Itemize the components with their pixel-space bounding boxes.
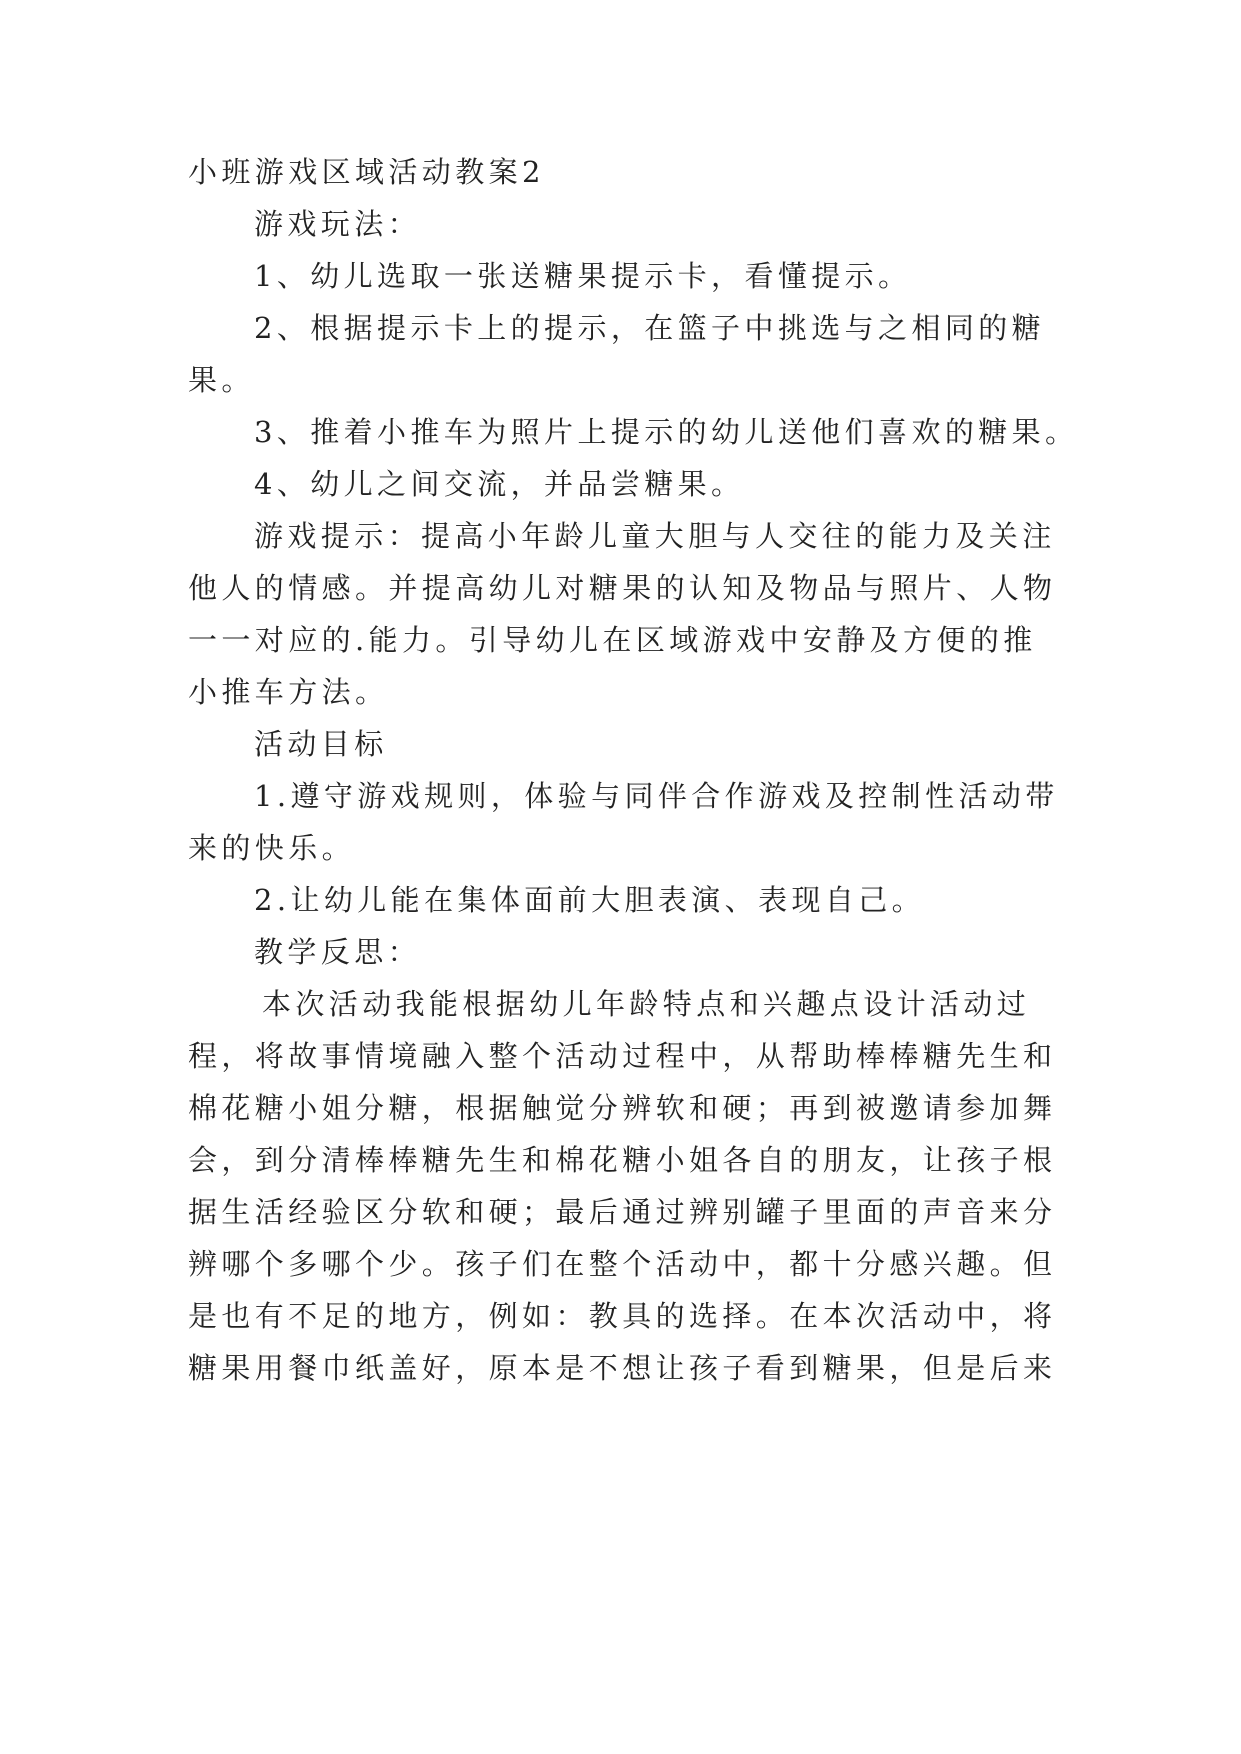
reflection-paragraph-line: 会，到分清棒棒糖先生和棉花糖小姐各自的朋友，让孩子根 bbox=[188, 1143, 1057, 1177]
goal-item-2: 2.让幼儿能在集体面前大胆表演、表现自己。 bbox=[254, 883, 926, 917]
rule-item-3: 3、推着小推车为照片上提示的幼儿送他们喜欢的糖果。 bbox=[254, 415, 1079, 449]
rule-item-2-continued: 果。 bbox=[188, 363, 255, 397]
document-title: 小班游戏区域活动教案2 bbox=[188, 155, 545, 189]
goal-item-1: 1.遵守游戏规则，体验与同伴合作游戏及控制性活动带 bbox=[254, 779, 1059, 813]
reflection-paragraph-line: 本次活动我能根据幼儿年龄特点和兴趣点设计活动过 bbox=[262, 987, 1031, 1021]
rule-item-4: 4、幼儿之间交流，并品尝糖果。 bbox=[254, 467, 745, 501]
reflection-paragraph-line: 糖果用餐巾纸盖好，原本是不想让孩子看到糖果，但是后来 bbox=[188, 1351, 1057, 1385]
reflection-paragraph-line: 辨哪个多哪个少。孩子们在整个活动中，都十分感兴趣。但 bbox=[188, 1247, 1057, 1281]
reflection-paragraph-line: 棉花糖小姐分糖，根据触觉分辨软和硬；再到被邀请参加舞 bbox=[188, 1091, 1057, 1125]
game-tips-paragraph-line: 他人的情感。并提高幼儿对糖果的认知及物品与照片、人物 bbox=[188, 571, 1057, 605]
section-heading-teaching-reflection: 教学反思： bbox=[254, 935, 422, 969]
rule-item-1: 1、幼儿选取一张送糖果提示卡，看懂提示。 bbox=[254, 259, 912, 293]
reflection-paragraph-line: 程，将故事情境融入整个活动过程中，从帮助棒棒糖先生和 bbox=[188, 1039, 1057, 1073]
reflection-paragraph-line: 是也有不足的地方，例如：教具的选择。在本次活动中，将 bbox=[188, 1299, 1057, 1333]
section-heading-game-rules: 游戏玩法： bbox=[254, 207, 422, 241]
game-tips-paragraph-line: 一一对应的.能力。引导幼儿在区域游戏中安静及方便的推 bbox=[188, 623, 1037, 657]
goal-item-1-continued: 来的快乐。 bbox=[188, 831, 356, 865]
rule-item-2: 2、根据提示卡上的提示，在篮子中挑选与之相同的糖 bbox=[254, 311, 1046, 345]
section-heading-activity-goals: 活动目标 bbox=[254, 727, 388, 761]
reflection-paragraph-line: 据生活经验区分软和硬；最后通过辨别罐子里面的声音来分 bbox=[188, 1195, 1057, 1229]
game-tips-paragraph-line: 小推车方法。 bbox=[188, 675, 389, 709]
game-tips-paragraph-line: 游戏提示：提高小年龄儿童大胆与人交往的能力及关注 bbox=[254, 519, 1056, 553]
